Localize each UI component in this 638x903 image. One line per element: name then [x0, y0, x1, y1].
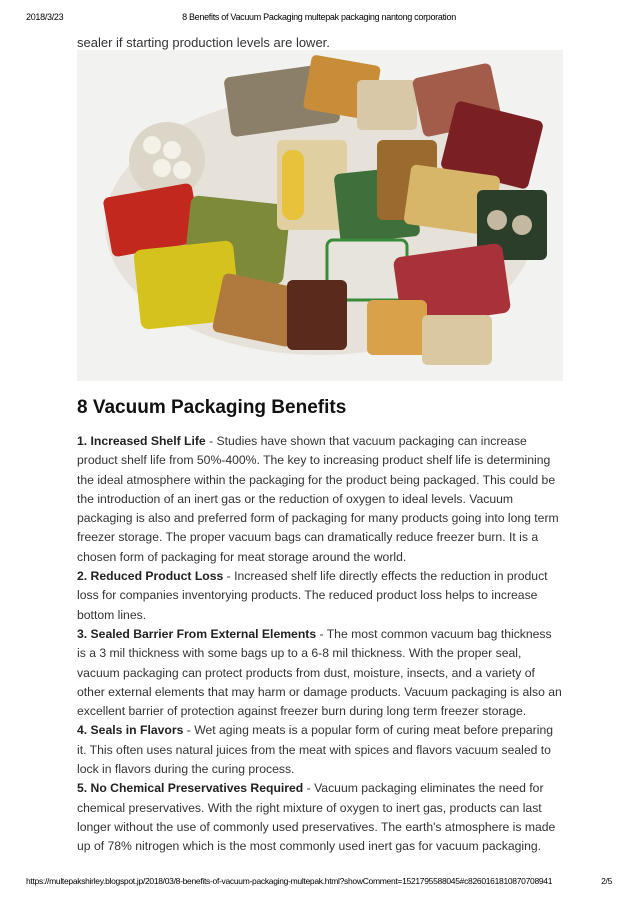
benefit-text: - The most common vacuum bag thickness is a 3 mil thickness with some bags up to a 6-8 mil thickness. With the proper seal, vacuum packaging can protect products from dust, moisture, insects, and a variety of other external elements that may harm or damage products. Vacuum packaging is also an excellent barrier of protection against freezer burn during long term freezer storage.: [77, 626, 562, 719]
benefit-item: [77, 779, 563, 856]
benefit-text: - Increased shelf life directly effects the reduction in product loss for companies inventorying products. The reduced product loss helps to increase bottom lines.: [77, 569, 548, 622]
benefits-list: [77, 432, 563, 857]
benefit-item: [77, 625, 563, 721]
print-date: 2018/3/23: [26, 12, 64, 22]
print-footer: [0, 876, 638, 890]
article-lead: [77, 34, 565, 51]
benefit-title: 4. Seals in Flavors: [77, 723, 184, 738]
page-url[interactable]: https://multepakshirley.blogspot.jp/2018/03/8-benefits-of-vacuum-packaging-multepak.html?showComment=1521795588045#c8260161810870708941: [26, 876, 553, 886]
page-number: 2/5: [601, 876, 612, 886]
benefit-text: - Vacuum packaging eliminates the need for chemical preservatives. With the right mixture of oxygen to inert gas, products can last longer without the use of commonly used preservatives. The earth's atmosphere is made up of 78% nitrogen which is the most commonly used inert gas for vacuum packaging.: [77, 781, 556, 854]
print-header: [0, 12, 638, 26]
benefit-item: [77, 721, 563, 779]
benefit-text: - Wet aging meats is a popular form of curing meat before preparing it. This often uses natural juices from the meat with spices and flavors vacuum sealed to lock in flavors during the curing process.: [77, 723, 554, 777]
lead-text: sealer if starting production levels are lower.: [77, 35, 330, 50]
benefit-title: 1. Increased Shelf Life: [77, 434, 206, 448]
benefit-title: 5. No Chemical Preservatives Required: [77, 781, 304, 796]
benefit-item: [77, 567, 563, 625]
print-title: 8 Benefits of Vacuum Packaging multepak packaging nantong corporation: [182, 12, 456, 22]
benefit-item: [77, 432, 563, 567]
food-packages-illustration: [77, 50, 563, 381]
benefit-text: - Studies have shown that vacuum packaging can increase product shelf life from 50%-400%. The key to increasing product shelf life is determining the ideal atmosphere within the packaging for the product being packaged. This could be the introduction of an inert gas or the reduction of oxygen to ideal levels. Vacuum packaging is also and preferred form of packaging for many products going into long term freezer storage. The proper vacuum bags can dramatically reduce freezer burn. It is a chosen form of packaging for meat storage around the world.: [77, 434, 559, 564]
benefit-title: 3. Sealed Barrier From External Elements: [77, 626, 317, 641]
vacuum-packaged-food-photo: [77, 50, 563, 381]
section-heading: 8 Vacuum Packaging Benefits: [77, 397, 347, 418]
benefit-title: 2. Reduced Product Loss: [77, 569, 224, 584]
